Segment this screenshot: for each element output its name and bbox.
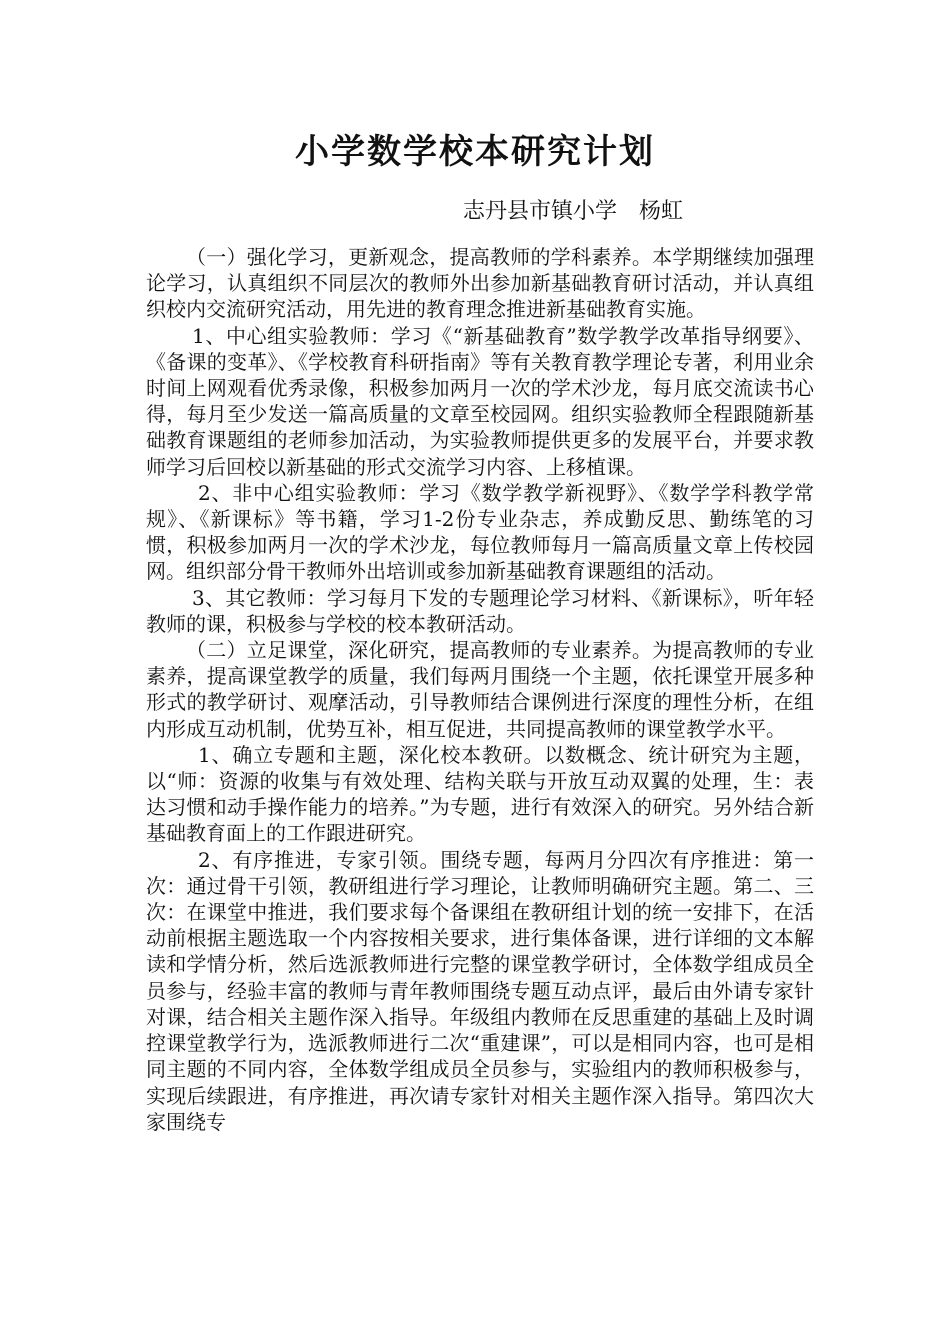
paragraph: 1、中心组实验教师：学习《“新基础教育”数学教学改革指导纲要》、《备课的变革》、《学校教育科研指南》等有关教育教学理论专著，利用业余时间上网观看优秀录像，积极参加两月一次的学术沙龙，每月底交流读书心得，每月至少发送一篇高质量的文章至校园网。组织实验教师全程跟随新基础教育课题组的老师参加活动，为实验教师提供更多的发展平台，并要求教师学习后回校以新基础的形式交流学习内容、上移植课。 (146, 323, 814, 479)
page-title: 小学数学校本研究计划 (295, 132, 655, 172)
paragraph: 3、其它教师：学习每月下发的专题理论学习材料、《新课标》，听年轻教师的课，积极参与学校的校本教研活动。 (146, 585, 814, 636)
paragraph: 2、非中心组实验教师：学习《数学教学新视野》、《数学学科教学常规》、《新课标》等书籍，学习1-2份专业杂志，养成勤反思、勤练笔的习惯，积极参加两月一次的学术沙龙，每位教师每月一篇高质量文章上传校园网。组织部分骨干教师外出培训或参加新基础教育课题组的活动。 (146, 480, 814, 584)
paragraph: （一）强化学习，更新观念，提高教师的学科素养。本学期继续加强理论学习，认真组织不同层次的教师外出参加新基础教育研讨活动，并认真组织校内交流研究活动，用先进的教育理念推进新基础教育实施。 (146, 245, 814, 322)
document-body (146, 244, 814, 1135)
paragraph: 2、有序推进，专家引领。围绕专题，每两月分四次有序推进：第一次：通过骨干引领，教研组进行学习理论，让教师明确研究主题。第二、三次：在课堂中推进，我们要求每个备课组在教研组计划的统一安排下，在活动前根据主题选取一个内容按相关要求，进行集体备课，进行详细的文本解读和学情分析，然后选派教师进行完整的课堂教学研讨，全体数学组成员全员参与，经验丰富的教师与青年教师围绕专题互动点评，最后由外请专家针对课，结合相关主题作深入指导。年级组内教师在反思重建的基础上及时调控课堂教学行为，选派教师进行二次“重建课”，可以是相同内容，也可是相同主题的不同内容，全体数学组成员全员参与，实验组内的教师积极参与，实现后续跟进，有序推进，再次请专家针对相关主题作深入指导。第四次大家围绕专 (146, 847, 814, 1134)
paragraph: 1、确立专题和主题，深化校本教研。以数概念、统计研究为主题，以“师：资源的收集与有效处理、结构关联与开放互动双翼的处理，生：表达习惯和动手操作能力的培养。”为专题，进行有效深入的研究。另外结合新基础教育面上的工作跟进研究。 (146, 742, 814, 846)
paragraph: （二）立足课堂，深化研究，提高教师的专业素养。为提高教师的专业素养，提高课堂教学的质量，我们每两月围绕一个主题，依托课堂开展多种形式的教学研讨、观摩活动，引导教师结合课例进行深度的理性分析，在组内形成互动机制，优势互补，相互促进，共同提高教师的课堂教学水平。 (146, 638, 814, 741)
author-line: 志丹县市镇小学 杨虹 (463, 199, 684, 224)
